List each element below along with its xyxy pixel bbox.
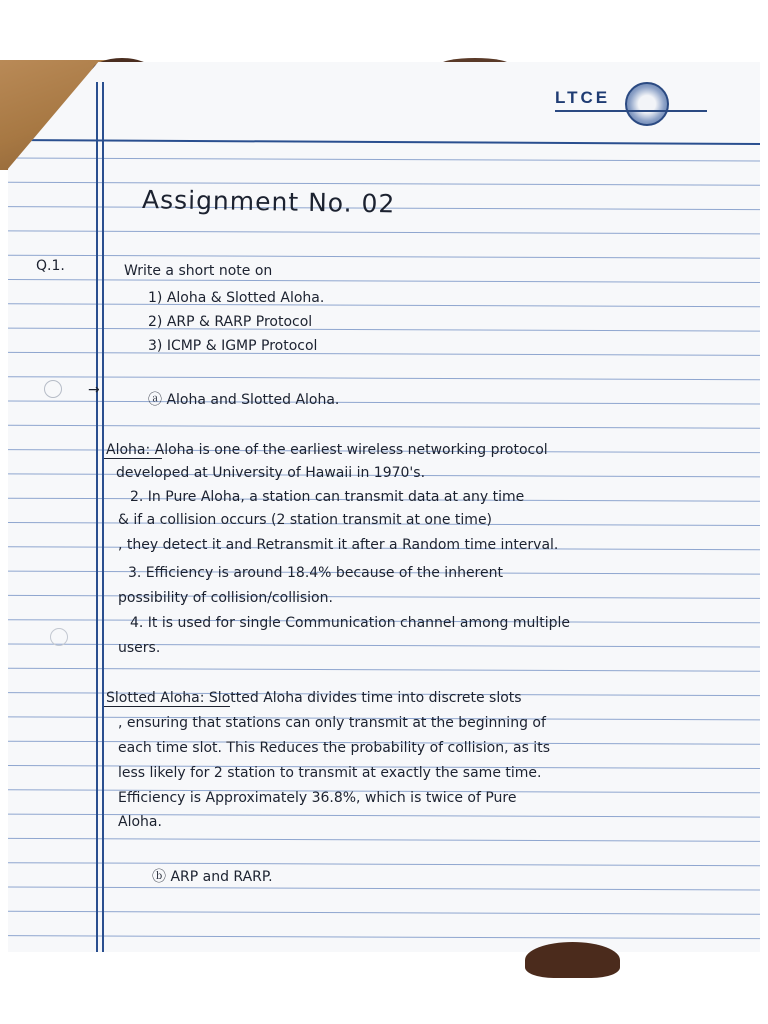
ruled-line bbox=[8, 668, 760, 671]
heading-underline bbox=[104, 706, 230, 707]
aloha-paragraph-line: , they detect it and Retransmit it after a Random time interval. bbox=[118, 537, 559, 553]
ruled-line bbox=[8, 304, 760, 307]
ruled-line bbox=[8, 911, 760, 914]
question-item: 3) ICMP & IGMP Protocol bbox=[148, 338, 318, 354]
heading-underline bbox=[104, 458, 162, 459]
question-item: 1) Aloha & Slotted Aloha. bbox=[148, 290, 325, 306]
ruled-line bbox=[8, 936, 760, 939]
ruled-line bbox=[8, 182, 760, 185]
ruled-line bbox=[8, 231, 760, 234]
aloha-paragraph-line: developed at University of Hawaii in 1970's. bbox=[116, 465, 426, 481]
section-heading-aloha: ⓐ Aloha and Slotted Aloha. bbox=[148, 392, 340, 408]
ruled-line bbox=[8, 425, 760, 428]
slotted-paragraph-line: Slotted Aloha: Slotted Aloha divides time into discrete slots bbox=[106, 690, 522, 706]
ruled-line bbox=[8, 863, 760, 866]
question-intro: Write a short note on bbox=[124, 263, 273, 279]
aloha-paragraph-line: Aloha: Aloha is one of the earliest wireless networking protocol bbox=[106, 442, 548, 458]
aloha-paragraph-line: users. bbox=[118, 640, 161, 656]
ruled-line bbox=[8, 401, 760, 404]
assignment-title: Assignment No. 02 bbox=[141, 185, 396, 219]
aloha-paragraph-line: 2. In Pure Aloha, a station can transmit data at any time bbox=[130, 489, 525, 505]
ruled-line bbox=[8, 887, 760, 890]
ruled-line bbox=[8, 352, 760, 355]
slotted-paragraph-line: Efficiency is Approximately 36.8%, which is twice of Pure bbox=[118, 790, 517, 806]
finger-bottom bbox=[525, 942, 620, 978]
slotted-paragraph-line: Aloha. bbox=[118, 814, 162, 830]
ruled-line bbox=[8, 158, 760, 161]
aloha-paragraph-line: 3. Efficiency is around 18.4% because of the inherent bbox=[128, 565, 503, 581]
margin-line bbox=[102, 82, 104, 952]
question-item: 2) ARP & RARP Protocol bbox=[148, 314, 313, 330]
logo-text: LTCE bbox=[555, 88, 611, 107]
ruled-line bbox=[8, 377, 760, 380]
aloha-paragraph-line: possibility of collision/collision. bbox=[118, 590, 333, 606]
college-seal-icon bbox=[625, 82, 669, 126]
slotted-paragraph-line: less likely for 2 station to transmit at exactly the same time. bbox=[118, 765, 542, 781]
ruled-line bbox=[8, 838, 760, 841]
header-rule bbox=[8, 140, 760, 144]
section-heading-arp: ⓑ ARP and RARP. bbox=[152, 869, 273, 885]
aloha-paragraph-line: 4. It is used for single Communication channel among multiple bbox=[130, 615, 571, 631]
margin-line bbox=[96, 82, 98, 952]
logo-underline bbox=[555, 110, 707, 112]
slotted-paragraph-line: , ensuring that stations can only transmit at the beginning of bbox=[118, 715, 546, 731]
ruled-line bbox=[8, 255, 760, 258]
ruled-line bbox=[8, 280, 760, 283]
slotted-paragraph-line: each time slot. This Reduces the probability of collision, as its bbox=[118, 740, 550, 756]
question-label: Q.1. bbox=[36, 258, 65, 274]
ruled-line bbox=[8, 328, 760, 331]
college-logo bbox=[555, 82, 715, 126]
arrow-right-icon: → bbox=[88, 382, 100, 398]
margin-circle-icon bbox=[44, 380, 62, 398]
margin-circle-icon bbox=[50, 628, 68, 646]
aloha-paragraph-line: & if a collision occurs (2 station transmit at one time) bbox=[118, 512, 493, 528]
